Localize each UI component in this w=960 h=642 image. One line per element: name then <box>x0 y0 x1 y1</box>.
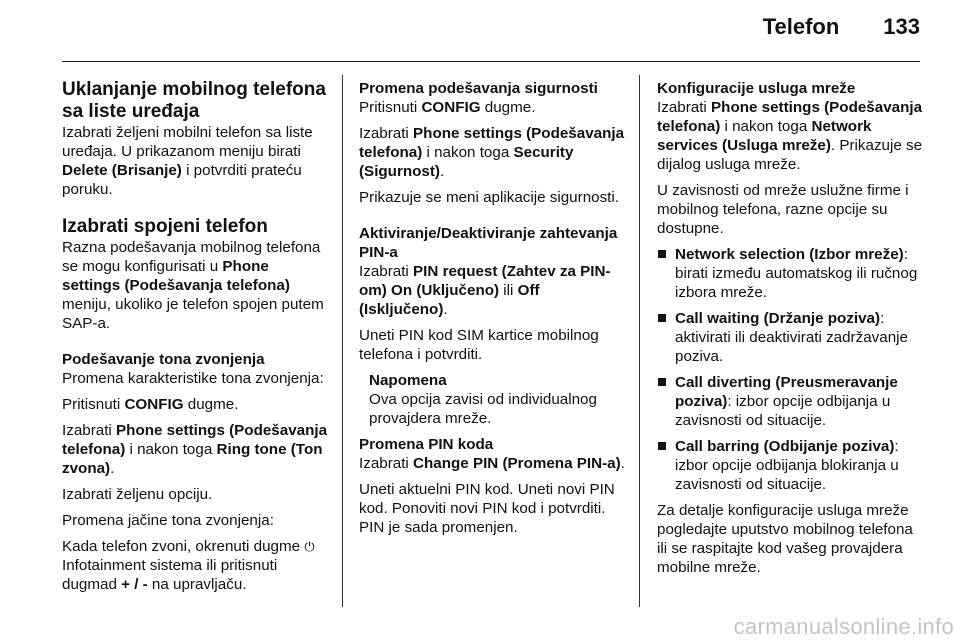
paragraph-details: Za detalje konfiguracije usluga mreže pogledajte uputstvo mobilnog telefona ili se raspitajte kod vašeg provajdera mobilne mreže. <box>657 502 913 576</box>
paragraph-security-menu: Prikazuje se meni aplikacije sigurnosti. <box>359 189 619 206</box>
paragraph-select-ringtone: Izabrati Phone settings (Podešavanja telefona) i nakon toga Ring tone (Ton zvona). <box>62 422 328 477</box>
heading-pin-request: Aktiviranje/Deaktiviranje zahtevanja PIN-a <box>359 225 618 261</box>
note-text: Ova opcija zavisi od individualnog provajdera mreže. <box>369 391 597 427</box>
paragraph-remove-phone: Izabrati željeni mobilni telefon sa liste uređaja. U prikazanom meniju birati Delete (Brisanje) i potvrditi prateću poruku. <box>62 124 313 198</box>
list-item: Network selection (Izbor mreže): birati između automatskog ili ručnog izbora mreže. <box>657 245 925 302</box>
section-title: Telefon <box>762 14 840 39</box>
paragraph-change-pin: Izabrati Change PIN (Promena PIN-a). <box>359 455 625 472</box>
paragraph-press-config: Pritisnuti CONFIG dugme. <box>62 396 239 413</box>
column-2 <box>359 79 627 544</box>
paragraph-pin-request: Izabrati PIN request (Zahtev za PIN-om) On (Uključeno) ili Off (Isključeno). <box>359 263 611 318</box>
paragraph-press-config-2: Pritisnuti CONFIG dugme. <box>359 99 536 116</box>
column-divider-2 <box>639 75 640 607</box>
paragraph-ringtone-intro: Promena karakteristike tona zvonjenja: <box>62 370 324 387</box>
heading-ringtone: Podešavanje tona zvonjenja <box>62 351 265 368</box>
paragraph-volume-instructions: Kada telefon zvoni, okrenuti dugme ⏻ Infotainment sistema ili pritisnuti dugmad + / - na upravljaču. <box>62 538 315 593</box>
page-header <box>763 14 920 40</box>
column-1 <box>62 79 330 601</box>
heading-select-connected-phone: Izabrati spojeni telefon <box>62 216 268 237</box>
list-item: Call waiting (Držanje poziva): aktivirati ili deaktivirati zadržavanje poziva. <box>657 309 925 366</box>
paragraph-volume-intro: Promena jačine tona zvonjenja: <box>62 512 274 529</box>
column-3 <box>657 79 925 584</box>
heading-change-pin: Promena PIN koda <box>359 436 494 453</box>
power-knob-icon: ⏻ <box>304 539 315 554</box>
header-rule <box>62 61 920 62</box>
heading-security-settings: Promena podešavanja sigurnosti <box>359 80 598 97</box>
list-item: Call diverting (Preusmeravanje poziva): izbor opcije odbijanja u zavisnosti od situacije. <box>657 373 925 430</box>
paragraph-options-available: U zavisnosti od mreže uslužne firme i mobilnog telefona, razne opcije su dostupne. <box>657 182 909 237</box>
paragraph-choose-option: Izabrati željenu opciju. <box>62 486 213 503</box>
note-box <box>369 371 627 428</box>
paragraph-select-network-services: Izabrati Phone settings (Podešavanja telefona) i nakon toga Network services (Usluga mreže). Prikazuje se dijalog usluga mreže. <box>657 99 923 173</box>
heading-network-services: Konfiguracije usluga mreže <box>657 80 856 97</box>
page-number: 133 <box>883 14 920 39</box>
paragraph-select-phone: Razna podešavanja mobilnog telefona se mogu konfigurisati u Phone settings (Podešavanja telefona) meniju, ukoliko je telefon spojen putem SAP-a. <box>62 239 324 332</box>
list-item: Call barring (Odbijanje poziva): izbor opcije odbijanja blokiranja u zavisnosti od situacije. <box>657 437 925 494</box>
paragraph-new-pin: Uneti aktuelni PIN kod. Uneti novi PIN kod. Ponoviti novi PIN kod i potvrditi. PIN je sada promenjen. <box>359 481 615 536</box>
column-divider-1 <box>342 75 343 607</box>
note-title: Napomena <box>369 372 447 389</box>
paragraph-enter-pin: Uneti PIN kod SIM kartice mobilnog telefona i potvrditi. <box>359 327 599 363</box>
paragraph-select-security: Izabrati Phone settings (Podešavanja telefona) i nakon toga Security (Sigurnost). <box>359 125 625 180</box>
watermark[interactable]: carmanualsonline.info <box>733 614 954 639</box>
heading-remove-phone: Uklanjanje mobilnog telefona sa liste uređaja <box>62 79 326 122</box>
network-options-list <box>657 245 925 494</box>
